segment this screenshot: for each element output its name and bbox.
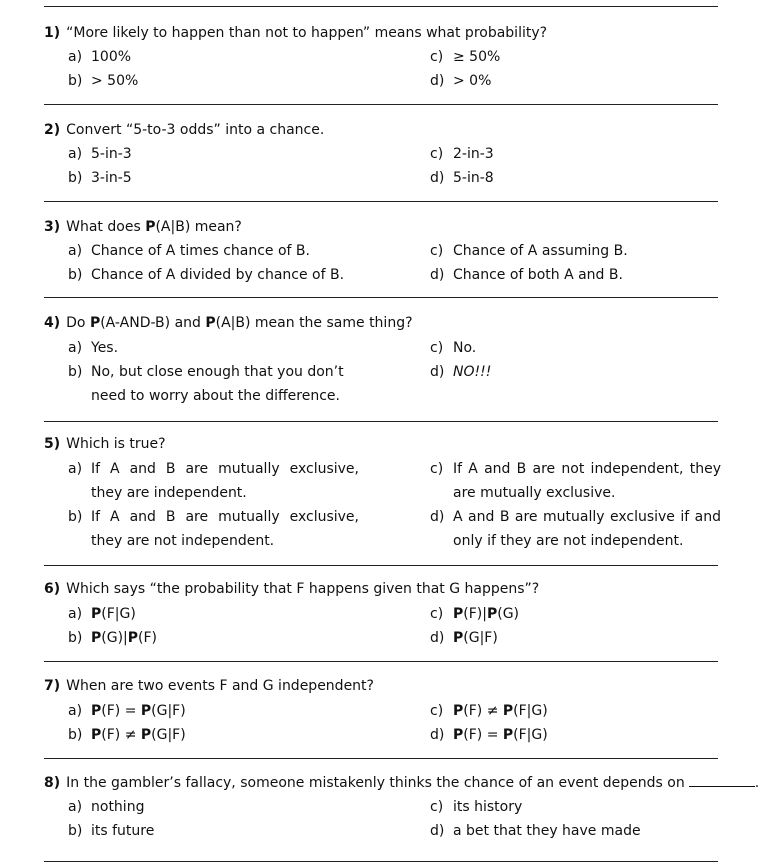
divider: [44, 201, 718, 202]
question-6: 6) Which says “the probability that F happens given that G happens”? a) P(F|G) b) P(G)|P(F) c) P(F)|P(G) d) P(G|F): [44, 577, 724, 601]
question-number: 1): [44, 25, 61, 41]
question-text: 2) Convert “5-to-3 odds” into a chance.: [44, 122, 325, 138]
divider: [44, 104, 718, 105]
divider: [44, 297, 718, 298]
question-3: 3) What does P(A|B) mean? a) Chance of A times chance of B. b) Chance of A divided by chance of B. c) Chance of A assuming B. d) Chance of both A and B.: [44, 215, 724, 239]
question-1: 1) “More likely to happen than not to happen” means what probability? a) 100% b) > 50% c) ≥ 50% d) > 0%: [44, 21, 724, 45]
divider: [44, 758, 718, 759]
question-text: 1) “More likely to happen than not to happen” means what probability?: [44, 25, 548, 41]
question-text: 5) Which is true?: [44, 436, 166, 452]
question-7: 7) When are two events F and G independent? a) P(F) = P(G|F) b) P(F) ≠ P(G|F) c) P(F) ≠ P(F|G) d) P(F) = P(F|G): [44, 674, 724, 698]
question-text: 3) What does P(A|B) mean?: [44, 219, 242, 235]
question-number: 5): [44, 436, 61, 452]
question-4: 4) Do P(A-AND-B) and P(A|B) mean the same thing? a) Yes. b) No, but close enough that you don’t need to worry about the difference. c) No. d) NO!!!: [44, 311, 724, 335]
divider: [44, 661, 718, 662]
question-text: 8) In the gambler’s fallacy, someone mistakenly thinks the chance of an event depends on .: [44, 771, 724, 795]
divider: [44, 421, 718, 422]
divider: [44, 6, 718, 7]
question-number: 8): [44, 775, 61, 791]
question-number: 4): [44, 315, 61, 331]
divider: [44, 861, 718, 862]
question-8: 8) In the gambler’s fallacy, someone mistakenly thinks the chance of an event depends on . a) nothing b) its future c) its history d) a bet that they have made: [44, 771, 724, 795]
question-text: 7) When are two events F and G independent?: [44, 678, 374, 694]
question-2: 2) Convert “5-to-3 odds” into a chance. a) 5-in-3 b) 3-in-5 c) 2-in-3 d) 5-in-8: [44, 118, 724, 142]
answer-blank: [689, 772, 755, 787]
divider: [44, 565, 718, 566]
question-number: 7): [44, 678, 61, 694]
question-text: 4) Do P(A-AND-B) and P(A|B) mean the same thing?: [44, 315, 413, 331]
question-5: 5) Which is true? a) If A and B are mutually exclusive, they are independent. b) If A and B are mutually exclusive, they are not independent. c) If A and B are not independent, they are mutually exclusive. d) A and B are mutually exclusive if and only if they are not independent.: [44, 432, 724, 456]
question-number: 3): [44, 219, 61, 235]
question-text: 6) Which says “the probability that F happens given that G happens”?: [44, 581, 540, 597]
question-number: 2): [44, 122, 61, 138]
question-number: 6): [44, 581, 61, 597]
